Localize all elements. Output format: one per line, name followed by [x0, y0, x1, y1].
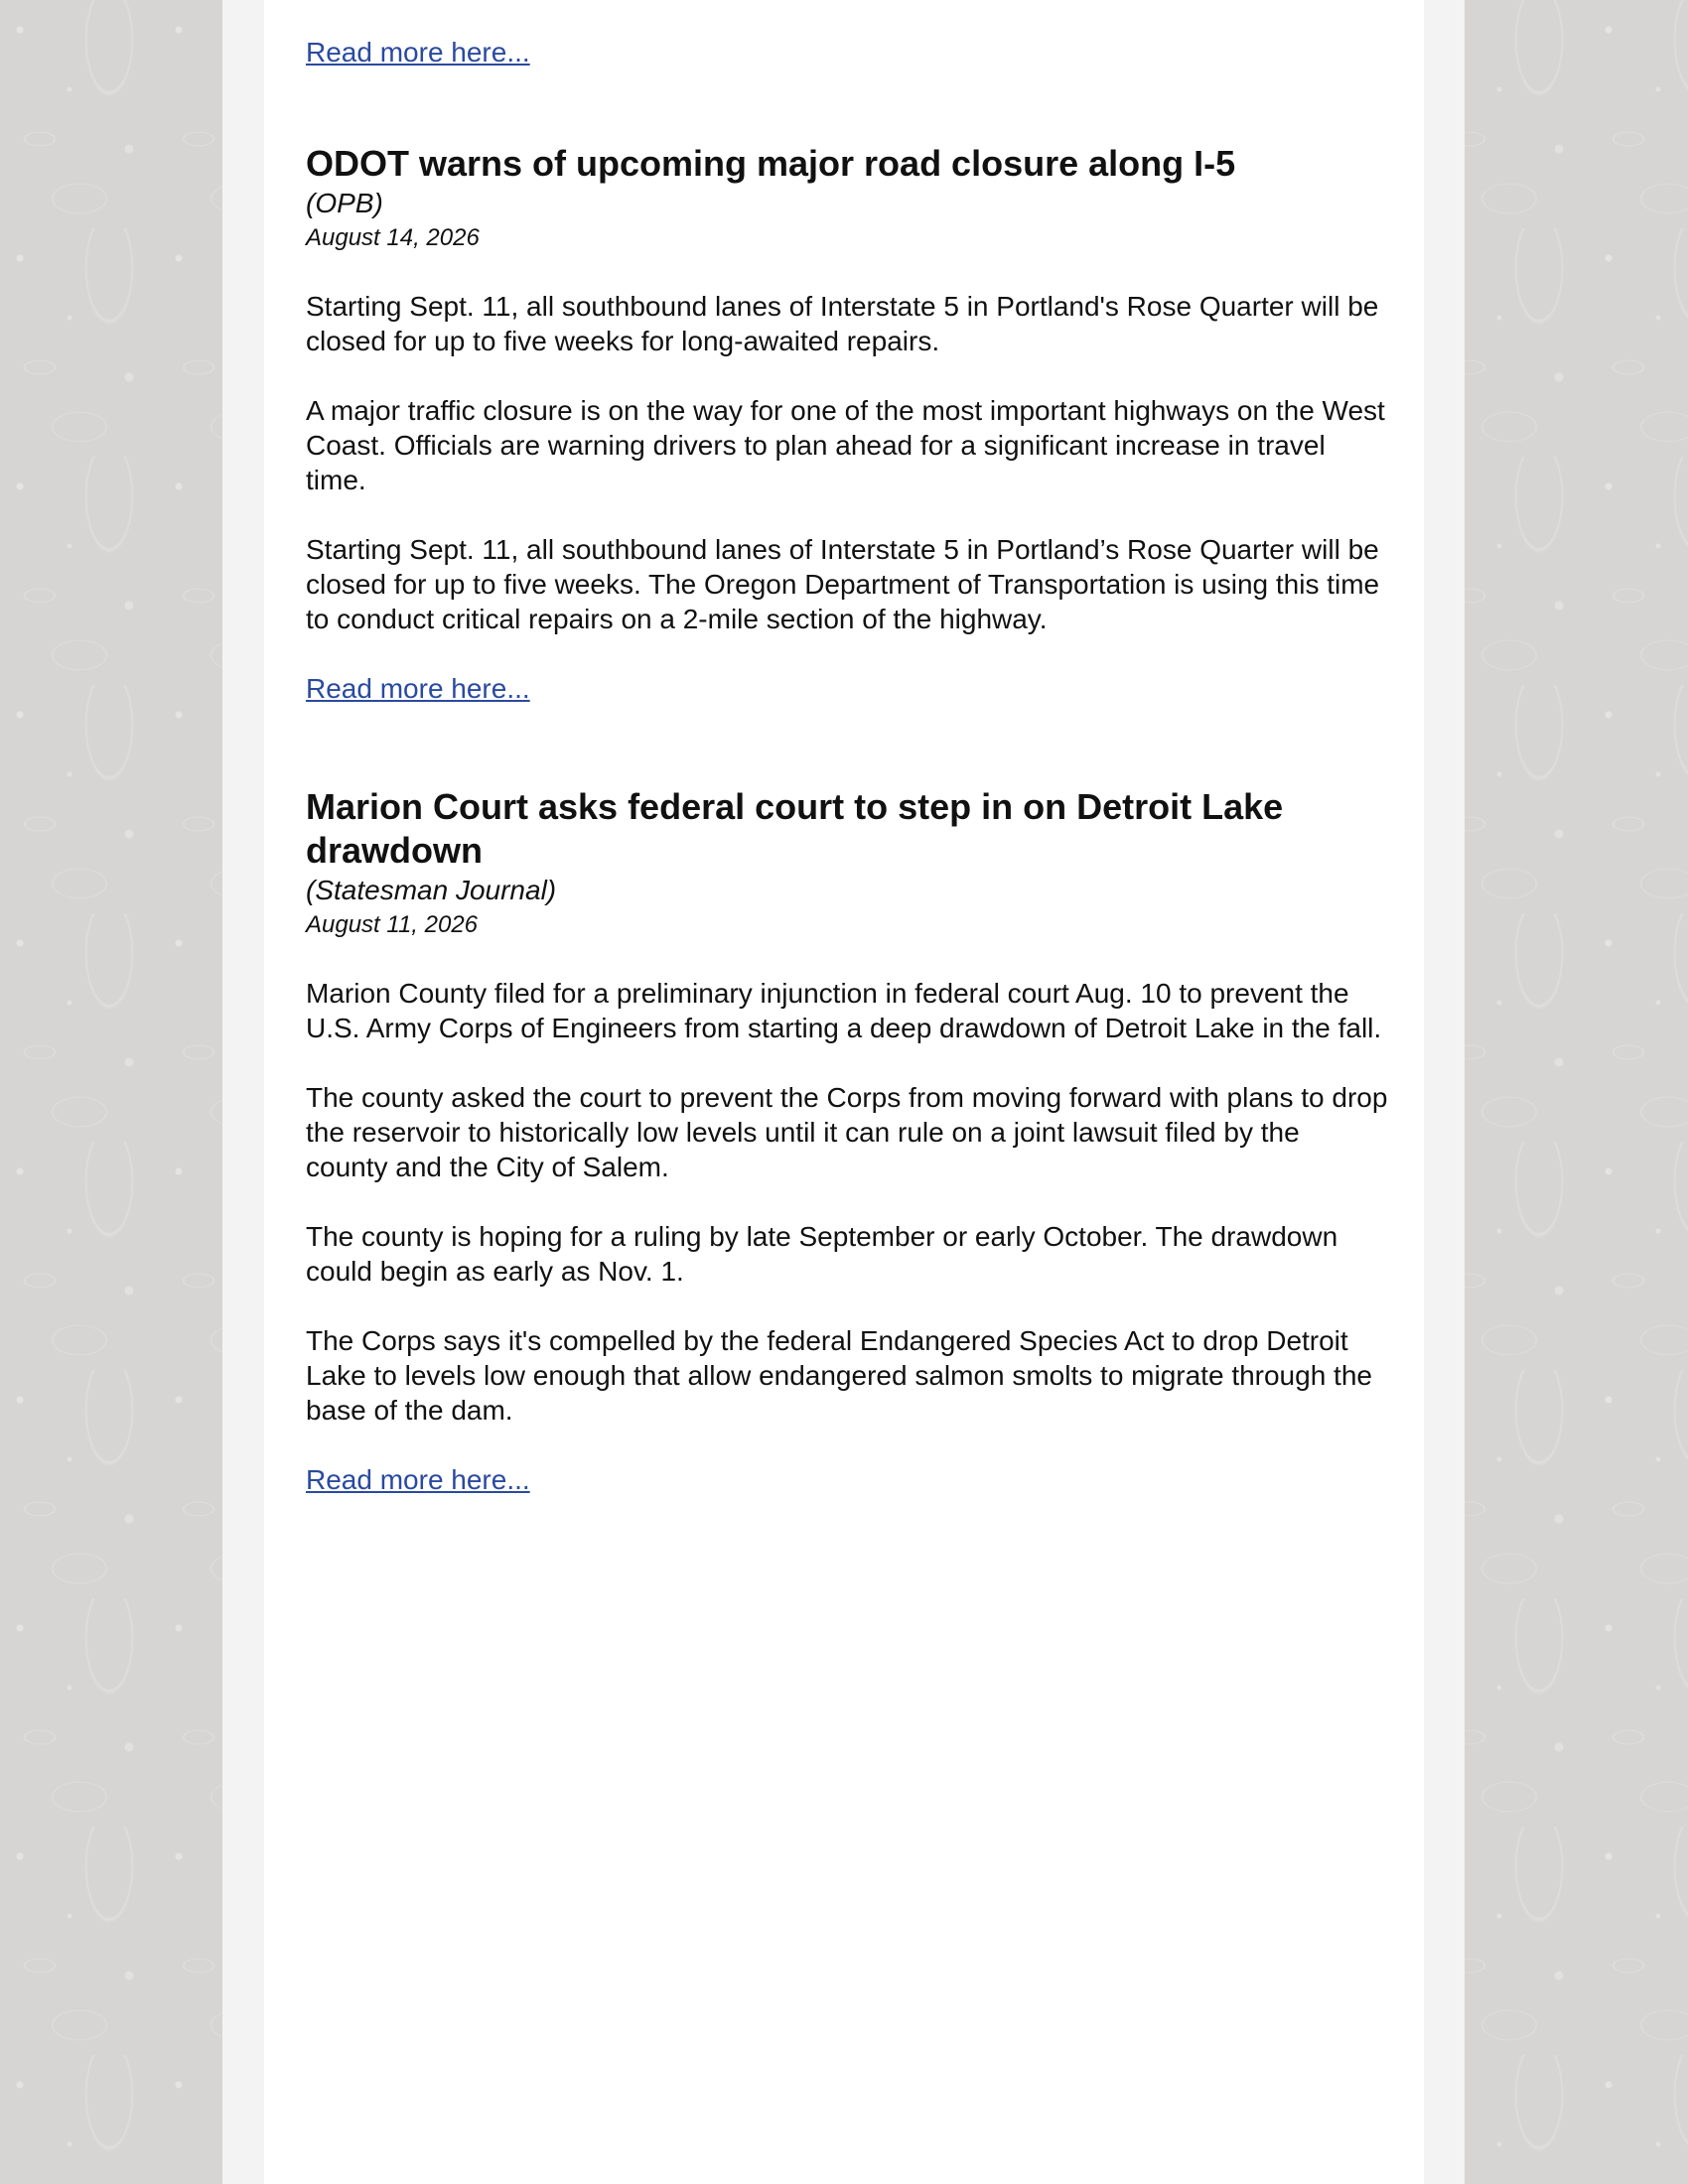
read-more-link[interactable]: Read more here... — [306, 1464, 530, 1495]
left-decorative-pattern — [0, 0, 222, 2184]
article-paragraph: A major traffic closure is on the way for one of the most important highways on the West Coast. Officials are warning drivers to plan ahead for a significant increase in travel time. — [306, 395, 1385, 495]
article-paragraph: Starting Sept. 11, all southbound lanes of Interstate 5 in Portland’s Rose Quarter will be closed for up to five weeks. The Oregon Department of Transportation is using this time to conduct critical repairs on a 2-mile section of the highway. — [306, 534, 1380, 634]
article-source: (OPB) — [306, 188, 383, 218]
article-headline: Marion Court asks federal court to step in on Detroit Lake drawdown — [306, 786, 1284, 871]
newsletter-content — [264, 0, 1424, 2184]
article-paragraph: The county asked the court to prevent the Corps from moving forward with plans to drop the reservoir to historically low levels until it can rule on a joint lawsuit filed by the county and the City of Salem. — [306, 1082, 1388, 1182]
read-more-link[interactable]: Read more here... — [306, 673, 530, 704]
read-more-link-previous[interactable]: Read more here... — [306, 37, 530, 68]
article-date: August 14, 2026 — [306, 224, 480, 251]
article-odot — [306, 142, 1388, 707]
right-decorative-pattern — [1465, 0, 1688, 2184]
article-paragraph: The county is hoping for a ruling by late September or early October. The drawdown could begin as early as Nov. 1. — [306, 1221, 1338, 1287]
article-paragraph: Starting Sept. 11, all southbound lanes of Interstate 5 in Portland's Rose Quarter will be closed for up to five weeks for long-awaited repairs. — [306, 291, 1379, 356]
article-paragraph: Marion County filed for a preliminary injunction in federal court Aug. 10 to prevent the U.S. Army Corps of Engineers from starting a deep drawdown of Detroit Lake in the fall. — [306, 978, 1382, 1043]
article-date: August 11, 2026 — [306, 911, 479, 938]
article-headline: ODOT warns of upcoming major road closure along I-5 — [306, 143, 1236, 184]
article-paragraph: The Corps says it's compelled by the federal Endangered Species Act to drop Detroit Lake to levels low enough that allow endangered salmon smolts to migrate through the base of the dam. — [306, 1325, 1372, 1426]
article-source: (Statesman Journal) — [306, 875, 557, 905]
article-detroit-lake — [306, 785, 1388, 1498]
